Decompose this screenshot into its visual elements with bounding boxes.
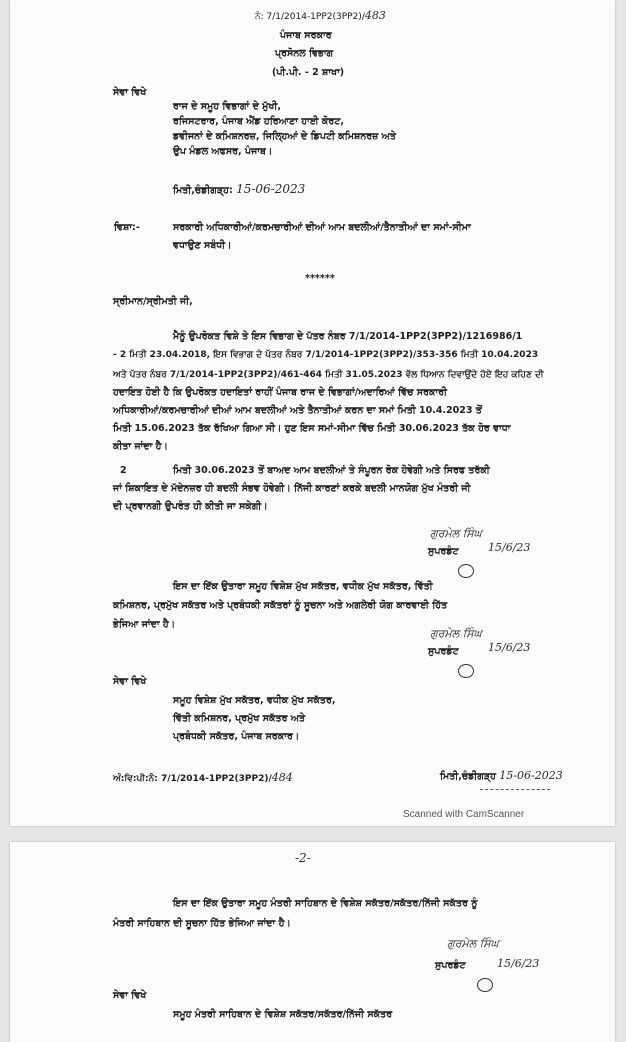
para1-line: ਮਿਤੀ 15.06.2023 ਤੱਕ ਰੱਖਿਆ ਗਿਆ ਸੀ। ਹੁਣ ਇਸ ਸਮਾਂ-ਸੀਮਾ ਵਿੱਚ ਮਿਤੀ 30.06.2023 ਤੱਕ ਹੋਰ ਵਾਧਾ xyxy=(113,423,511,434)
superintendent-label: ਸੁਪਰਡੰਟ xyxy=(428,646,459,657)
scan-footer: Scanned with CamScanner xyxy=(403,809,525,820)
recipient-line: ਉਪ ਮੰਡਲ ਅਫਸਰ, ਪੰਜਾਬ। xyxy=(173,146,273,157)
branch-name: (ਪੀ.ਪੀ. - 2 ਸ਼ਾਖਾ) xyxy=(272,67,345,78)
initial-mark-icon xyxy=(458,664,474,678)
subject-line: ਸਰਕਾਰੀ ਅਧਿਕਾਰੀਆਂ/ਕਰਮਚਾਰੀਆਂ ਦੀਆਂ ਆਮ ਬਦਲੀਆਂ/ਤੈਨਾਤੀਆਂ ਦਾ ਸਮਾਂ-ਸੀਮਾ xyxy=(173,222,471,233)
copy1-line: ਭੇਜਿਆ ਜਾਂਦਾ ਹੈ। xyxy=(113,619,176,630)
para1-line: ਕੀਤਾ ਜਾਂਦਾ ਹੈ। xyxy=(113,441,168,452)
document-page-2 xyxy=(10,842,615,1042)
recipient-line: ਵਿੱਤੀ ਕਮਿਸ਼ਨਰ, ਪ੍ਰਮੁੱਖ ਸਕੱਤਰ ਅਤੇ xyxy=(173,713,306,724)
copy1-line: ਇਸ ਦਾ ਇੱਕ ਉਤਾਰਾ ਸਮੂਹ ਵਿਸ਼ੇਸ਼ ਮੁੱਖ ਸਕੱਤਰ, ਵਧੀਕ ਮੁੱਖ ਸਕੱਤਰ, ਵਿੱਤੀ xyxy=(173,581,433,592)
para2-line: ਜਾਂ ਸ਼ਿਕਾਇਤ ਦੇ ਮੱਦੇਨਜ਼ਰ ਹੀ ਬਦਲੀ ਸੰਭਵ ਹੋਵੇਗੀ। ਨਿੱਜੀ ਕਾਰਣਾਂ ਕਰਕੇ ਬਦਲੀ ਮਾਨਯੋਗ ਮੁੱਖ ਮੰਤਰੀ ਜੀ xyxy=(113,483,471,494)
separator: ****** xyxy=(305,273,335,284)
para2-line: ਦੀ ਪ੍ਰਵਾਨਗੀ ਉਪਰੰਤ ਹੀ ਕੀਤੀ ਜਾ ਸਕੇਗੀ। xyxy=(113,501,268,512)
subject-label: ਵਿਸ਼ਾ:- xyxy=(114,222,140,233)
copy1-line: ਕਮਿਸ਼ਨਰ, ਪ੍ਰਮੁੱਖ ਸਕੱਤਰ ਅਤੇ ਪ੍ਰਬੰਧਕੀ ਸਕੱਤਰਾਂ ਨੂੰ ਸੂਚਨਾ ਅਤੇ ਅਗਲੇਰੀ ਯੋਗ ਕਾਰਵਾਈ ਹਿੱਤ xyxy=(113,600,448,611)
department-name: ਪ੍ਰਸੋਨਲ ਵਿਭਾਗ xyxy=(275,48,334,59)
para1-line: ਮੈਨੂੰ ਉਪਰੋਕਤ ਵਿਸ਼ੇ ਤੇ ਇਸ ਵਿਭਾਗ ਦੇ ਪੱਤਰ ਨੰਬਰ 7/1/2014-1PP2(3PP2)/1216986/1 xyxy=(173,331,523,342)
salutation: ਸ੍ਰੀਮਾਨ/ਸ੍ਰੀਮਤੀ ਜੀ, xyxy=(113,296,193,307)
recipient-line: ਪ੍ਰਬੰਧਕੀ ਸਕੱਤਰ, ਪੰਜਾਬ ਸਰਕਾਰ। xyxy=(173,731,300,742)
date-line: ਮਿਤੀ,ਚੰਡੀਗੜ੍ਹ: 15-06-2023 xyxy=(173,182,306,196)
para2-line: ਮਿਤੀ 30.06.2023 ਤੋਂ ਬਾਅਦ ਆਮ ਬਦਲੀਆਂ ਤੇ ਸੰਪੂਰਨ ਰੋਕ ਹੋਵੇਗੀ ਅਤੇ ਸਿਰਫ ਤਰੱਕੀ xyxy=(173,465,490,476)
para1-line: ਅਧਿਕਾਰੀਆਂ/ਕਰਮਚਾਰੀਆਂ ਦੀਆਂ ਆਮ ਬਦਲੀਆਂ ਅਤੇ ਤੈਨਾਤੀਆਂ ਕਰਨ ਦਾ ਸਮਾਂ ਮਿਤੀ 10.4.2023 ਤੋਂ xyxy=(113,405,482,416)
signature-date: 15/6/23 xyxy=(497,957,540,970)
para1-line: ਅਤੇ ਪੱਤਰ ਨੰਬਰ 7/1/2014-1PP2(3PP2)/461-464 ਮਿਤੀ 31.05.2023 ਵੱਲ ਧਿਆਨ ਦਿਵਾਉਂਦੇ ਹੋਏ ਇਹ ਕਹਿਣ ਦੀ xyxy=(113,370,544,380)
initial-mark-icon xyxy=(477,978,493,992)
recipient-line: ਰਾਜ ਦੇ ਸਮੂਹ ਵਿਭਾਗਾਂ ਦੇ ਮੁੱਖੀ, xyxy=(173,101,281,112)
handwritten-signature: ਗੁਰਮੇਲ ਸਿੰਘ xyxy=(430,627,482,640)
recipient-line: ਸਮੂਹ ਮੰਤਰੀ ਸਾਹਿਬਾਨ ਦੇ ਵਿਸ਼ੇਸ਼ ਸਕੱਤਰ/ਸਕੱਤਰ/ਨਿੱਜੀ ਸਕੱਤਰ xyxy=(173,1009,393,1020)
page-number: -2- xyxy=(295,851,311,865)
para1-line: ਹਦਾਇਤ ਹੋਈ ਹੈ ਕਿ ਉਪਰੋਕਤ ਹਦਾਇਤਾਂ ਰਾਹੀਂ ਪੰਜਾਬ ਰਾਜ ਦੇ ਵਿਭਾਗਾਂ/ਅਦਾਰਿਆਂ ਵਿੱਚ ਸਰਕਾਰੀ xyxy=(113,387,447,398)
superintendent-label: ਸੁਪਰਡੰਟ xyxy=(435,960,466,971)
endorsement-date: ਮਿਤੀ,ਚੰਡੀਗੜ੍ਹ 15-06-2023 xyxy=(440,769,563,782)
seva-label: ਸੇਵਾ ਵਿਖੇ xyxy=(113,990,147,1001)
recipient-line: ਡਵੀਜਨਾਂ ਦੇ ਕਮਿਸ਼ਨਰਜ਼, ਜਿਲ੍ਹਿਆਂ ਦੇ ਡਿਪਟੀ ਕਮਿਸ਼ਨਰਜ਼ ਅਤੇ xyxy=(173,131,396,142)
superintendent-label: ਸੁਪਰਡੰਟ xyxy=(428,546,459,557)
copy2-line: ਇਸ ਦਾ ਇੱਕ ਉਤਾਰਾ ਸਮੂਹ ਮੰਤਰੀ ਸਾਹਿਬਾਨ ਦੇ ਵਿਸ਼ੇਸ਼ ਸਕੱਤਰ/ਸਕੱਤਰ/ਨਿੱਜੀ ਸਕੱਤਰ ਨੂੰ xyxy=(173,898,478,909)
recipient-line: ਸਮੂਹ ਵਿਸ਼ੇਸ਼ ਮੁੱਖ ਸਕੱਤਰ, ਵਧੀਕ ਮੁੱਖ ਸਕੱਤਰ, xyxy=(173,695,336,706)
para1-line: - 2 ਮਿਤੀ 23.04.2018, ਇਸ ਵਿਭਾਗ ਦੇ ਪੱਤਰ ਨੰਬਰ 7/1/2014-1PP2(3PP2)/353-356 ਮਿਤੀ 10.04.2023 xyxy=(113,350,539,360)
document-page-1 xyxy=(10,0,615,826)
handwritten-mark xyxy=(480,789,550,791)
para2-number: 2 xyxy=(120,465,127,476)
signature-block xyxy=(435,938,555,998)
signature-date: 15/6/23 xyxy=(488,541,531,554)
government-name: ਪੰਜਾਬ ਸਰਕਾਰ xyxy=(280,30,332,41)
handwritten-signature: ਗੁਰਮੇਲ ਸਿੰਘ xyxy=(430,527,482,540)
signature-date: 15/6/23 xyxy=(488,641,531,654)
signature-block xyxy=(428,628,548,684)
seva-label: ਸੇਵਾ ਵਿਖੇ xyxy=(113,87,147,98)
initial-mark-icon xyxy=(458,564,474,578)
recipient-line: ਰਜਿਸਟਰਾਰ, ਪੰਜਾਬ ਐਂਡ ਹਰਿਆਣਾ ਹਾਈ ਕੋਰਟ, xyxy=(173,116,344,127)
reference-line: ਨੰ: 7/1/2014-1PP2(3PP2)/483 xyxy=(255,9,386,22)
handwritten-signature: ਗੁਰਮੇਲ ਸਿੰਘ xyxy=(447,937,499,950)
endorsement-reference: ਅੰ:ਵਿ:ਪੀ:ਨੰ: 7/1/2014-1PP2(3PP2)/484 xyxy=(113,771,293,784)
seva-label: ਸੇਵਾ ਵਿਖੇ xyxy=(113,676,147,687)
subject-line: ਵਧਾਉਣ ਸਬੰਧੀ। xyxy=(173,240,232,251)
copy2-line: ਮੰਤਰੀ ਸਾਹਿਬਾਨ ਦੀ ਸੂਚਨਾ ਹਿੱਤ ਭੇਜਿਆ ਜਾਂਦਾ ਹੈ। xyxy=(113,918,291,929)
signature-block xyxy=(428,528,548,584)
